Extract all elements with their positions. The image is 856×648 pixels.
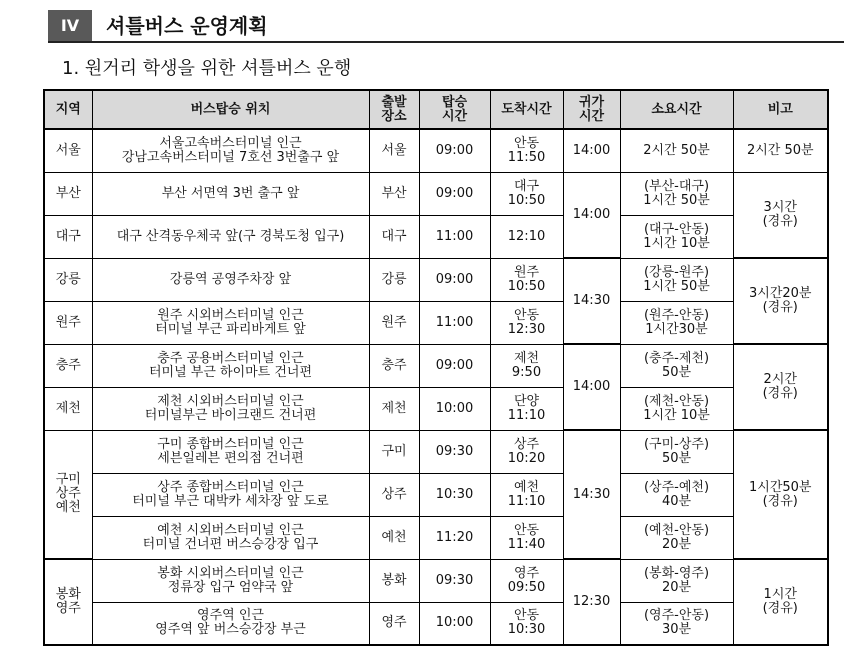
table-row: [44, 129, 828, 172]
cell-origin: 대구: [369, 215, 419, 258]
cell-duration: (강릉-원주) 1시간 50분: [620, 258, 733, 301]
cell-location: 영주역 인근 영주역 앞 버스승강장 부근: [92, 602, 369, 645]
cell-return-time: 14:00: [563, 172, 620, 258]
cell-origin: 강릉: [369, 258, 419, 301]
section-header: [48, 10, 844, 44]
cell-region: 대구: [44, 215, 92, 258]
cell-arrival: 안동 11:50: [490, 129, 563, 172]
cell-origin: 봉화: [369, 559, 419, 602]
cell-origin: 서울: [369, 129, 419, 172]
table-row: [44, 387, 828, 430]
cell-arrival: 안동 12:30: [490, 301, 563, 344]
header-region: 지역: [44, 90, 92, 129]
table-row: [44, 473, 828, 516]
header-origin: 출발 장소: [369, 90, 419, 129]
cell-origin: 예천: [369, 516, 419, 559]
cell-origin: 제천: [369, 387, 419, 430]
cell-arrival: 12:10: [490, 215, 563, 258]
table-row: [44, 559, 828, 602]
cell-duration: (부산-대구) 1시간 50분: [620, 172, 733, 215]
cell-note: 3시간20분 (경유): [733, 258, 828, 344]
header-duration: 소요시간: [620, 90, 733, 129]
cell-board-time: 09:00: [419, 129, 490, 172]
cell-location: 대구 산격동우체국 앞(구 경북도청 입구): [92, 215, 369, 258]
section-title: 셔틀버스 운영계획: [106, 14, 268, 38]
section-number: IV: [48, 10, 92, 41]
shuttle-schedule-table: [43, 89, 829, 646]
cell-return-time: 14:00: [563, 129, 620, 172]
cell-note: 2시간 50분: [733, 129, 828, 172]
table-row: [44, 602, 828, 645]
cell-region: 원주: [44, 301, 92, 344]
cell-duration: (제천-안동) 1시간 10분: [620, 387, 733, 430]
cell-origin: 상주: [369, 473, 419, 516]
cell-region: 봉화 영주: [44, 559, 92, 645]
cell-region: 구미 상주 예천: [44, 430, 92, 559]
cell-origin: 구미: [369, 430, 419, 473]
cell-origin: 충주: [369, 344, 419, 387]
cell-arrival: 대구 10:50: [490, 172, 563, 215]
table-row: [44, 215, 828, 258]
table-row: [44, 301, 828, 344]
header-row: [44, 90, 828, 129]
cell-duration: (대구-안동) 1시간 10분: [620, 215, 733, 258]
cell-location: 상주 종합버스터미널 인근 터미널 부근 대박카 세차장 앞 도로: [92, 473, 369, 516]
cell-location: 서울고속버스터미널 인근 강남고속버스터미널 7호선 3번출구 앞: [92, 129, 369, 172]
cell-location: 제천 시외버스터미널 인근 터미널부근 바이크랜드 건너편: [92, 387, 369, 430]
cell-note: 1시간 (경유): [733, 559, 828, 645]
cell-board-time: 09:00: [419, 344, 490, 387]
cell-arrival: 안동 11:40: [490, 516, 563, 559]
header-location: 버스탑승 위치: [92, 90, 369, 129]
cell-board-time: 09:30: [419, 430, 490, 473]
cell-board-time: 10:00: [419, 387, 490, 430]
cell-duration: (상주-예천) 40분: [620, 473, 733, 516]
cell-duration: (충주-제천) 50분: [620, 344, 733, 387]
table-row: [44, 430, 828, 473]
cell-duration: (예천-안동) 20분: [620, 516, 733, 559]
table-row: [44, 258, 828, 301]
header-return-time: 귀가 시간: [563, 90, 620, 129]
cell-location: 예천 시외버스터미널 인근 터미널 건너편 버스승강장 입구: [92, 516, 369, 559]
cell-duration: (구미-상주) 50분: [620, 430, 733, 473]
cell-arrival: 예천 11:10: [490, 473, 563, 516]
cell-return-time: 14:30: [563, 258, 620, 344]
section-underline: [48, 41, 844, 43]
cell-location: 부산 서면역 3번 출구 앞: [92, 172, 369, 215]
cell-region: 서울: [44, 129, 92, 172]
cell-origin: 부산: [369, 172, 419, 215]
cell-region: 충주: [44, 344, 92, 387]
cell-duration: (영주-안동) 30분: [620, 602, 733, 645]
cell-board-time: 10:30: [419, 473, 490, 516]
cell-board-time: 11:00: [419, 215, 490, 258]
cell-origin: 영주: [369, 602, 419, 645]
header-board-time: 탑승 시간: [419, 90, 490, 129]
cell-return-time: 14:00: [563, 344, 620, 430]
cell-note: 1시간50분 (경유): [733, 430, 828, 559]
cell-location: 강릉역 공영주차장 앞: [92, 258, 369, 301]
header-arrival: 도착시간: [490, 90, 563, 129]
header-note: 비고: [733, 90, 828, 129]
cell-location: 구미 종합버스터미널 인근 세븐일레븐 편의점 건너편: [92, 430, 369, 473]
cell-note: 2시간 (경유): [733, 344, 828, 430]
cell-board-time: 11:20: [419, 516, 490, 559]
cell-origin: 원주: [369, 301, 419, 344]
subtitle: 1. 원거리 학생을 위한 셔틀버스 운행: [62, 58, 352, 79]
cell-duration: 2시간 50분: [620, 129, 733, 172]
cell-note: 3시간 (경유): [733, 172, 828, 258]
cell-board-time: 09:30: [419, 559, 490, 602]
cell-return-time: 14:30: [563, 430, 620, 559]
cell-arrival: 안동 10:30: [490, 602, 563, 645]
cell-region: 제천: [44, 387, 92, 430]
table-row: [44, 172, 828, 215]
cell-board-time: 10:00: [419, 602, 490, 645]
cell-arrival: 상주 10:20: [490, 430, 563, 473]
cell-arrival: 단양 11:10: [490, 387, 563, 430]
cell-location: 원주 시외버스터미널 인근 터미널 부근 파리바게트 앞: [92, 301, 369, 344]
cell-duration: (봉화-영주) 20분: [620, 559, 733, 602]
cell-arrival: 원주 10:50: [490, 258, 563, 301]
table-row: [44, 516, 828, 559]
cell-return-time: 12:30: [563, 559, 620, 645]
cell-arrival: 영주 09:50: [490, 559, 563, 602]
cell-board-time: 11:00: [419, 301, 490, 344]
cell-duration: (원주-안동) 1시간30분: [620, 301, 733, 344]
cell-board-time: 09:00: [419, 172, 490, 215]
cell-region: 부산: [44, 172, 92, 215]
table-row: [44, 344, 828, 387]
cell-region: 강릉: [44, 258, 92, 301]
cell-location: 봉화 시외버스터미널 인근 정류장 입구 엄약국 앞: [92, 559, 369, 602]
cell-arrival: 제천 9:50: [490, 344, 563, 387]
cell-location: 충주 공용버스터미널 인근 터미널 부근 하이마트 건너편: [92, 344, 369, 387]
cell-board-time: 09:00: [419, 258, 490, 301]
